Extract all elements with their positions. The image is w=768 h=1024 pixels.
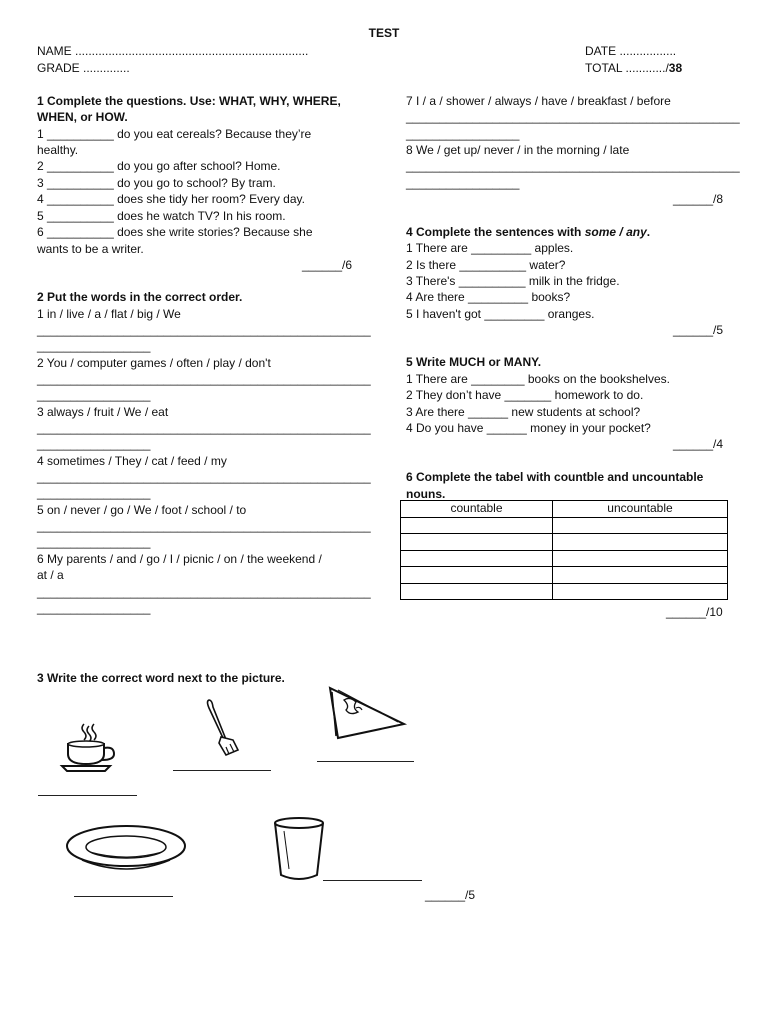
table-cell[interactable] bbox=[401, 550, 553, 567]
date-field[interactable]: DATE ................. bbox=[585, 44, 677, 58]
s2-answer-line[interactable]: __________________________________________________ bbox=[37, 519, 371, 533]
table-cell[interactable] bbox=[401, 534, 553, 551]
s1-question-2[interactable]: 2 __________ do you go after school? Home. bbox=[37, 159, 281, 173]
s1-question-4[interactable]: 4 __________ does she tidy her room? Every day. bbox=[37, 192, 305, 206]
page-title: TEST bbox=[368, 26, 400, 40]
s2-answer-line[interactable]: _________________ bbox=[406, 176, 520, 190]
table-cell[interactable] bbox=[553, 583, 728, 600]
table-cell[interactable] bbox=[401, 517, 553, 534]
s5-item-2[interactable]: 2 They don’t have _______ homework to do. bbox=[406, 388, 644, 402]
nouns-table bbox=[400, 500, 728, 600]
s2-answer-line[interactable]: _________________ bbox=[37, 601, 151, 615]
s2-answer-line[interactable]: __________________________________________________ bbox=[37, 470, 371, 484]
s2-answer-line[interactable]: _________________ bbox=[37, 388, 151, 402]
napkin-answer-line[interactable] bbox=[317, 761, 414, 762]
name-field[interactable]: NAME ...................................................................... bbox=[37, 44, 309, 58]
table-cell[interactable] bbox=[553, 534, 728, 551]
section6-heading-line2: nouns. bbox=[406, 487, 446, 501]
section3-heading: 3 Write the correct word next to the picture. bbox=[37, 671, 285, 685]
table-cell[interactable] bbox=[553, 567, 728, 584]
col-countable-header: countable bbox=[401, 501, 553, 518]
s2-answer-line[interactable]: _________________ bbox=[406, 127, 520, 141]
section2-heading: 2 Put the words in the correct order. bbox=[37, 290, 243, 304]
s4-item-4[interactable]: 4 Are there _________ books? bbox=[406, 290, 571, 304]
s2-answer-line[interactable]: __________________________________________________ bbox=[406, 159, 740, 173]
total-field[interactable] bbox=[585, 60, 682, 76]
s4-item-3[interactable]: 3 There's __________ milk in the fridge. bbox=[406, 274, 620, 288]
total-label: TOTAL ............/ bbox=[585, 61, 669, 75]
table-row bbox=[401, 567, 728, 584]
s2-answer-line[interactable]: __________________________________________________ bbox=[406, 110, 740, 124]
s4-score[interactable]: ______/5 bbox=[673, 323, 724, 337]
table-cell[interactable] bbox=[401, 583, 553, 600]
section1-heading-line1: 1 Complete the questions. Use: WHAT, WHY, WHERE, bbox=[37, 94, 341, 108]
s6-score[interactable]: ______/10 bbox=[666, 605, 723, 619]
section6-heading-line1: 6 Complete the tabel with countble and uncountable bbox=[406, 470, 704, 484]
s3-score[interactable]: ______/5 bbox=[425, 888, 476, 902]
plate-answer-line[interactable] bbox=[74, 896, 173, 897]
s4-item-5[interactable]: 5 I haven't got _________ oranges. bbox=[406, 307, 595, 321]
s5-item-1[interactable]: 1 There are ________ books on the bookshelves. bbox=[406, 372, 670, 386]
total-value: 38 bbox=[668, 61, 683, 75]
s2-item-4: 4 sometimes / They / cat / feed / my bbox=[37, 454, 227, 468]
s2-item-1: 1 in / live / a / flat / big / We bbox=[37, 307, 181, 321]
cup-answer-line[interactable] bbox=[38, 795, 137, 796]
s2-answer-line[interactable]: _________________ bbox=[37, 339, 151, 353]
s2-answer-line[interactable]: __________________________________________________ bbox=[37, 323, 371, 337]
fork-icon bbox=[200, 697, 246, 759]
table-row bbox=[401, 583, 728, 600]
s2-answer-line[interactable]: __________________________________________________ bbox=[37, 372, 371, 386]
s2-item-6-cont: at / a bbox=[37, 568, 64, 582]
s2-item-7: 7 I / a / shower / always / have / breakfast / before bbox=[406, 94, 671, 108]
table-row bbox=[401, 534, 728, 551]
s4-heading-text: 4 Complete the sentences with bbox=[406, 225, 585, 239]
s5-item-4[interactable]: 4 Do you have ______ money in your pocket? bbox=[406, 421, 651, 435]
s1-question-6[interactable]: 6 __________ does she write stories? Because she bbox=[37, 225, 313, 239]
s2-score[interactable]: ______/8 bbox=[673, 192, 724, 206]
s2-item-3: 3 always / fruit / We / eat bbox=[37, 405, 169, 419]
grade-field[interactable]: GRADE .............. bbox=[37, 61, 130, 75]
s5-item-3[interactable]: 3 Are there ______ new students at school? bbox=[406, 405, 641, 419]
section1-heading-line2: WHEN, or HOW. bbox=[37, 110, 128, 124]
napkin-icon bbox=[326, 682, 408, 742]
s1-question-5[interactable]: 5 __________ does he watch TV? In his room. bbox=[37, 209, 286, 223]
s4-item-2[interactable]: 2 Is there __________ water? bbox=[406, 258, 566, 272]
s5-score[interactable]: ______/4 bbox=[673, 437, 724, 451]
s2-answer-line[interactable]: __________________________________________________ bbox=[37, 585, 371, 599]
s2-answer-line[interactable]: _________________ bbox=[37, 535, 151, 549]
s4-item-1[interactable]: 1 There are _________ apples. bbox=[406, 241, 574, 255]
s2-answer-line[interactable]: _________________ bbox=[37, 437, 151, 451]
s1-question-1[interactable]: 1 __________ do you eat cereals? Because they’re bbox=[37, 127, 312, 141]
s2-item-2: 2 You / computer games / often / play / don't bbox=[37, 356, 271, 370]
s2-item-8: 8 We / get up/ never / in the morning / late bbox=[406, 143, 630, 157]
s4-heading-end: . bbox=[646, 225, 651, 239]
glass-answer-line[interactable] bbox=[323, 880, 422, 881]
section4-heading bbox=[406, 224, 650, 240]
s2-answer-line[interactable]: __________________________________________________ bbox=[37, 421, 371, 435]
table-row bbox=[401, 550, 728, 567]
section5-heading: 5 Write MUCH or MANY. bbox=[406, 355, 542, 369]
s1-score[interactable]: ______/6 bbox=[302, 258, 353, 272]
s1-question-6-cont: wants to be a writer. bbox=[37, 242, 144, 256]
glass-icon bbox=[272, 815, 328, 883]
s2-item-5: 5 on / never / go / We / foot / school / to bbox=[37, 503, 247, 517]
fork-answer-line[interactable] bbox=[173, 770, 271, 771]
cup-icon bbox=[58, 722, 120, 774]
table-cell[interactable] bbox=[553, 550, 728, 567]
plate-icon bbox=[64, 822, 188, 874]
s1-question-1-cont: healthy. bbox=[37, 143, 79, 157]
table-header-row bbox=[401, 501, 728, 518]
s1-question-3[interactable]: 3 __________ do you go to school? By tram. bbox=[37, 176, 276, 190]
s2-answer-line[interactable]: _________________ bbox=[37, 486, 151, 500]
table-cell[interactable] bbox=[401, 567, 553, 584]
s4-heading-emphasis: some / any bbox=[584, 225, 647, 239]
s2-item-6: 6 My parents / and / go / I / picnic / on / the weekend / bbox=[37, 552, 322, 566]
col-uncountable-header: uncountable bbox=[553, 501, 728, 518]
table-cell[interactable] bbox=[553, 517, 728, 534]
table-row bbox=[401, 517, 728, 534]
